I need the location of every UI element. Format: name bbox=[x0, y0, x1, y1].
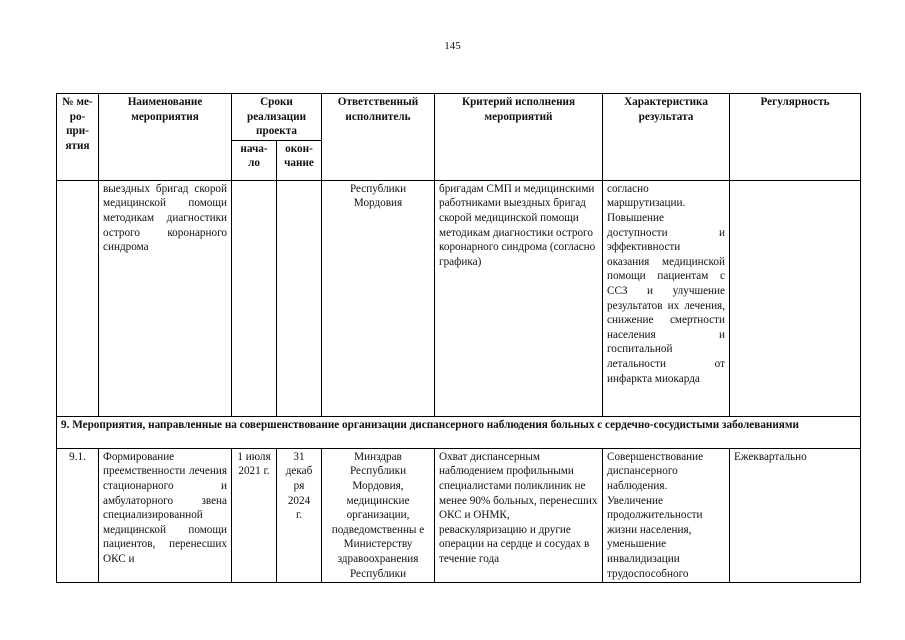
row-executor: Минздрав Республики Мордовия, медицинские организации, подведомственны е Министерству здравоохранения Республики bbox=[322, 448, 435, 582]
table-row bbox=[57, 448, 861, 582]
header-number: № ме- ро- при- ятия bbox=[57, 94, 99, 181]
row-number: 9.1. bbox=[57, 448, 99, 582]
header-regularity: Регулярность bbox=[730, 94, 861, 181]
header-name: Наименование мероприятия bbox=[99, 94, 232, 181]
row-number bbox=[57, 180, 99, 416]
header-executor: Ответственный исполнитель bbox=[322, 94, 435, 181]
activities-table bbox=[56, 93, 861, 583]
header-start: нача- ло bbox=[232, 140, 277, 180]
row-regularity bbox=[730, 180, 861, 416]
header-end: окон- чание bbox=[277, 140, 322, 180]
row-result: Совершенствование диспансерного наблюдения. Увеличение продолжительности жизни населения, уменьшение инвалидизации трудоспособного bbox=[603, 448, 730, 582]
row-criterion: бригадам СМП и медицинскими работниками выездных бригад скорой медицинской помощи методикам диагностики острого коронарного синдрома (согласно графика) bbox=[435, 180, 603, 416]
row-end bbox=[277, 180, 322, 416]
row-name: Формирование преемственности лечения стационарного и амбулаторного звена специализированной медицинской помощи пациентов, перенесших ОКС и bbox=[99, 448, 232, 582]
header-criterion: Критерий исполнения мероприятий bbox=[435, 94, 603, 181]
page-number: 145 bbox=[444, 40, 461, 52]
header-result: Характеристика результата bbox=[603, 94, 730, 181]
row-start bbox=[232, 180, 277, 416]
row-start: 1 июля 2021 г. bbox=[232, 448, 277, 582]
row-executor: Республики Мордовия bbox=[322, 180, 435, 416]
section-title: 9. Мероприятия, направленные на совершенствование организации диспансерного наблюдения больных с сердечно-сосудистыми заболеваниями bbox=[57, 416, 861, 448]
table-row bbox=[57, 180, 861, 416]
row-end: 31 декаб ря 2024 г. bbox=[277, 448, 322, 582]
header-terms: Сроки реализации проекта bbox=[232, 94, 322, 141]
row-name: выездных бригад скорой медицинской помощи методикам диагностики острого коронарного синдрома bbox=[99, 180, 232, 416]
row-regularity: Ежеквартально bbox=[730, 448, 861, 582]
row-result: согласно маршрутизации. Повышение доступности и эффективности оказания медицинской помощи пациентам с ССЗ и улучшение результатов их лечения, снижение смертности населения и госпитальной летальности от инфаркта миокарда bbox=[603, 180, 730, 416]
row-criterion: Охват диспансерным наблюдением профильными специалистами поликлиник не менее 90% больных, перенесших ОКС и ОНМК, реваскуляризацию и другие операции на сердце и сосудах в течение года bbox=[435, 448, 603, 582]
section-row bbox=[57, 416, 861, 448]
